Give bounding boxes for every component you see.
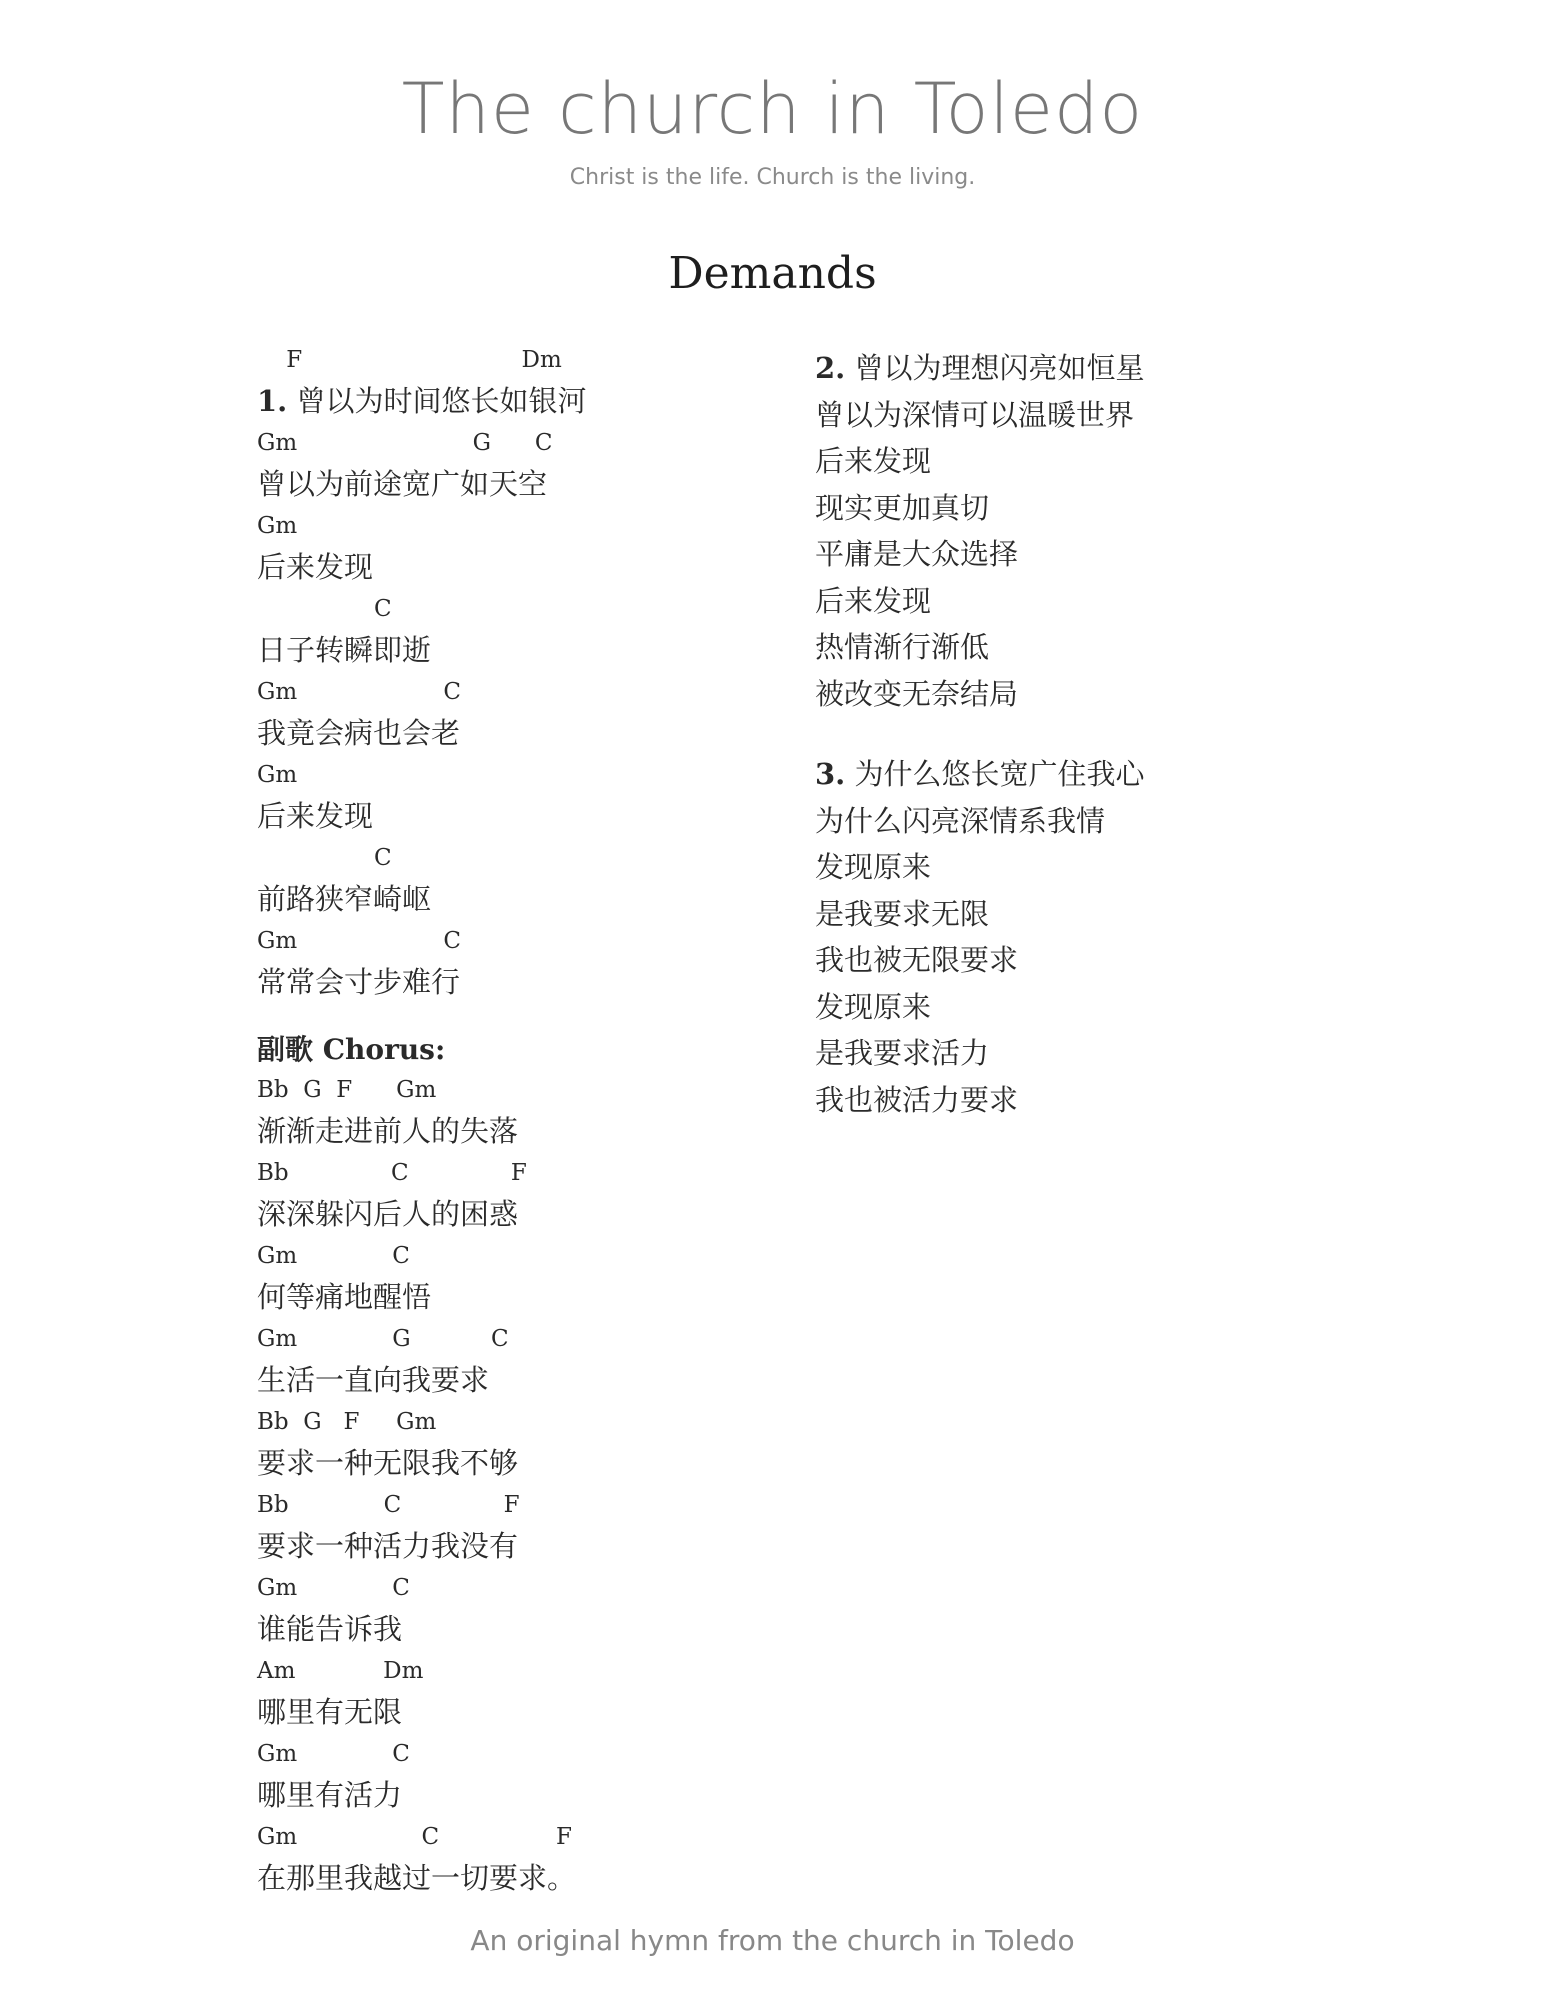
chord-line: Gm C [257,1741,410,1767]
chord-line: Am Dm [257,1658,424,1684]
lyric-line: 渐渐走进前人的失落 [257,1114,519,1148]
lyric-line [257,378,857,425]
lyric-line: 曾以为前途宽广如天空 [257,467,548,501]
chord-line: F Dm [257,347,562,373]
footer-text: An original hymn from the church in Toledo [470,1924,1075,1957]
song-title: Demands [668,248,877,299]
lyric-line: 我竟会病也会老 [257,716,461,750]
chord-line: C [257,845,392,871]
lyric-line: 发现原来 [815,850,932,884]
chord-line: Bb C F [257,1492,520,1518]
lyric-line: 何等痛地醒悟 [257,1280,432,1314]
verse-2 [815,345,1435,717]
lyric-line: 被改变无奈结局 [815,676,1019,711]
lyric-line: 曾以为深情可以温暖世界 [815,397,1135,432]
lyric-line: 日子转瞬即逝 [257,633,432,667]
right-column [815,345,1435,1123]
lyric-line: 后来发现 [815,444,932,478]
verse-spacer [815,717,1435,751]
left-column [257,342,857,1902]
verse-3 [815,751,1435,1123]
lyric-line: 后来发现 [815,583,932,618]
lyric-line: 现实更加真切 [815,490,990,525]
chorus [257,1028,857,1902]
site-tagline: Christ is the life. Church is the living. [569,165,976,190]
lyric-line: 生活一直向我要求 [257,1363,490,1397]
lyric-line: 要求一种活力我没有 [257,1529,519,1563]
lyric-line: 深深躲闪后人的困惑 [257,1197,519,1231]
lyric-line: 哪里有活力 [257,1778,403,1812]
chord-line: Bb G F Gm [257,1077,437,1103]
chorus-label: 副歌 Chorus: [257,1033,446,1066]
verse-number: 1. [257,384,288,418]
lyric-line: 是我要求无限 [815,896,990,931]
lyric-line: 要求一种无限我不够 [257,1446,519,1480]
lyric-line: 后来发现 [257,799,374,833]
lyric-line: 后来发现 [257,550,374,584]
chord-line: Gm C [257,1575,410,1601]
lyric-line: 为什么闪亮深情系我情 [815,803,1106,838]
chord-line: Bb G F Gm [257,1409,437,1435]
lyric-line: 我也被无限要求 [815,943,1019,977]
lyric-line: 我也被活力要求 [815,1082,1019,1117]
chord-line: Gm G C [257,430,553,456]
chord-line: Gm C [257,679,462,705]
chord-line: Gm C [257,928,462,954]
lyric-line: 在那里我越过一切要求。 [257,1861,577,1895]
lyric-line: 谁能告诉我 [257,1612,403,1646]
lyric-line: 发现原来 [815,989,932,1024]
chord-line: Gm [257,762,298,788]
lyric-text: 曾以为理想闪亮如恒星 [854,351,1145,385]
lyric-line: 是我要求活力 [815,1036,990,1070]
verse-1 [257,342,857,1006]
chord-line: Gm [257,513,298,539]
lyric-line: 哪里有无限 [257,1695,403,1729]
lyric-text: 曾以为时间悠长如银河 [296,384,587,418]
chord-line: Gm C F [257,1824,573,1850]
lyric-line: 平庸是大众选择 [815,537,1019,571]
chord-line: Gm G C [257,1326,509,1352]
lyric-line: 热情渐行渐低 [815,630,990,664]
lyric-line [815,345,1435,392]
verse-number: 2. [815,351,846,385]
lyric-line: 常常会寸步难行 [257,965,461,999]
chord-line: Bb C F [257,1160,527,1186]
verse-number: 3. [815,757,846,791]
lyric-line: 前路狭窄崎岖 [257,882,432,916]
lyric-line [815,751,1435,798]
lyric-text: 为什么悠长宽广住我心 [854,757,1145,791]
chord-line: C [257,596,392,622]
chord-line: Gm C [257,1243,410,1269]
site-title: The church in Toledo [401,68,1144,150]
